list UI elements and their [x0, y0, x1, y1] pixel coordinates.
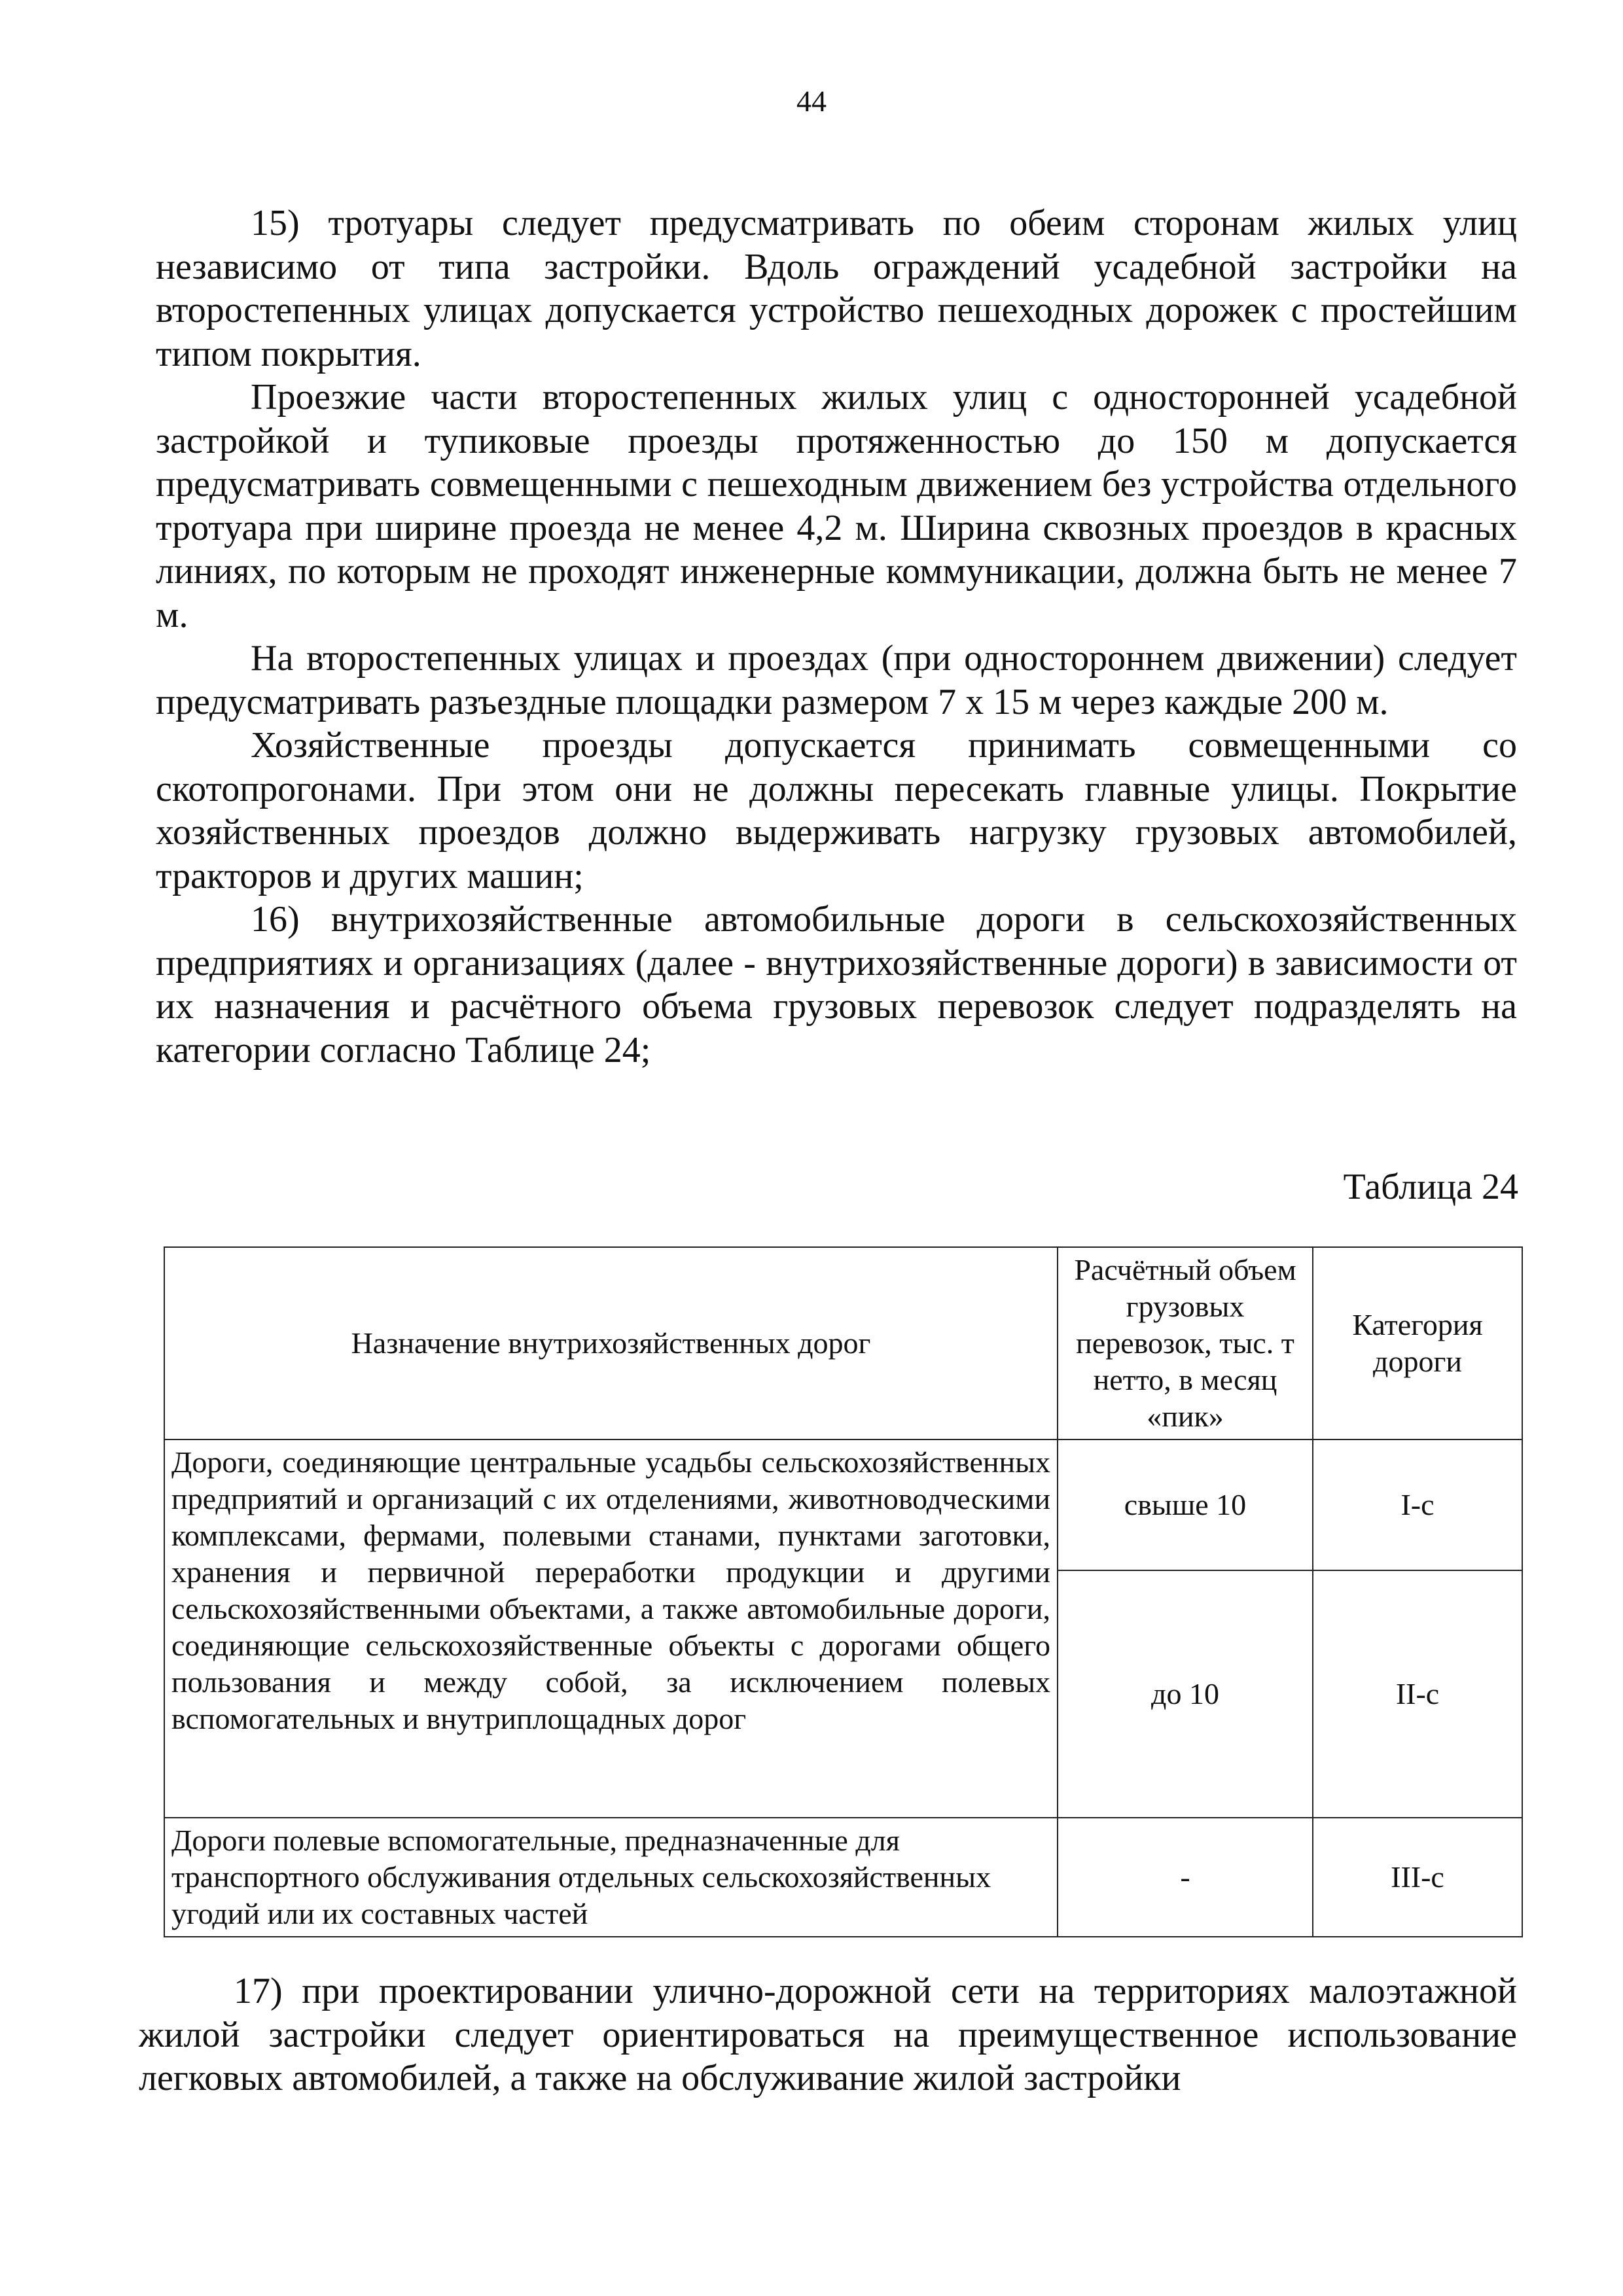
- page-number: 44: [796, 84, 827, 118]
- cell-volume: до 10: [1058, 1570, 1313, 1818]
- table-caption: Таблица 24: [1343, 1167, 1518, 1207]
- paragraph-16-farm-roads: 16) внутрихозяйственные автомобильные дороги в сельскохозяйственных предприятиях и организациях (далее - внутрихозяйственные дороги) в зависимости от их назначения и расчётного объема грузовых перевозок следует подразделять на категории согласно Таблице 24;: [156, 899, 1517, 1070]
- main-text-top: [156, 202, 1517, 1072]
- table-header-row: [164, 1247, 1522, 1439]
- paragraph-17-low-rise: 17) при проектировании улично-дорожной сети на территориях малоэтажной жилой застройки следует ориентироваться на преимущественное использование легковых автомобилей, а также на обслуживание жилой застройки: [139, 1971, 1517, 2098]
- header-freight-volume: Расчётный объем грузовых перевозок, тыс. т нетто, в месяц «пик»: [1058, 1247, 1313, 1439]
- cell-purpose-field-roads: Дороги полевые вспомогательные, предназначенные для транспортного обслуживания отдельных сельскохозяйственных угодий или их составных частей: [164, 1818, 1058, 1937]
- table-row: [164, 1439, 1522, 1570]
- header-purpose: Назначение внутрихозяйственных дорог: [164, 1247, 1058, 1439]
- paragraph-15-sidewalks: 15) тротуары следует предусматривать по обеим сторонам жилых улиц независимо от типа застройки. Вдоль ограждений усадебной застройки на второстепенных улицах допускается устройство пешеходных дорожек с простейшим типом покрытия.: [156, 203, 1517, 374]
- cell-volume: свыше 10: [1058, 1439, 1313, 1570]
- paragraph-carriageways: Проезжие части второстепенных жилых улиц с односторонней усадебной застройкой и тупиковые проезды протяженностью до 150 м допускается предусматривать совмещенными с пешеходным движением без устройства отдельного тротуара при ширине проезда не менее 4,2 м. Ширина сквозных проездов в красных линиях, по которым не проходят инженерные коммуникации, должна быть не менее 7 м.: [156, 377, 1517, 635]
- cell-category: I-с: [1313, 1439, 1522, 1570]
- cell-category: III-с: [1313, 1818, 1522, 1937]
- cell-purpose-main-roads: Дороги, соединяющие центральные усадьбы сельскохозяйственных предприятий и организаций с их отделениями, животноводческими комплексами, фермами, полевыми станами, пунктами заготовки, хранения и первичной переработки продукции и другими сельскохозяйственными объектами, а также автомобильные дороги, соединяющие сельскохозяйственные объекты с дорогами общего пользования и между собой, за исключением полевых вспомогательных и внутриплощадных дорог: [164, 1439, 1058, 1818]
- main-text-bottom: [139, 1969, 1517, 2100]
- roads-category-table: [164, 1246, 1523, 1937]
- paragraph-passing-places: На второстепенных улицах и проездах (при одностороннем движении) следует предусматривать разъездные площадки размером 7 х 15 м через каждые 200 м.: [156, 638, 1517, 722]
- header-road-category: Категория дороги: [1313, 1247, 1522, 1439]
- table-row: [164, 1818, 1522, 1937]
- cell-category: II-с: [1313, 1570, 1522, 1818]
- cell-volume: -: [1058, 1818, 1313, 1937]
- paragraph-farm-passages: Хозяйственные проезды допускается принимать совмещенными со скотопрогонами. При этом они не должны пересекать главные улицы. Покрытие хозяйственных проездов должно выдерживать нагрузку грузовых автомобилей, тракторов и других машин;: [156, 725, 1517, 896]
